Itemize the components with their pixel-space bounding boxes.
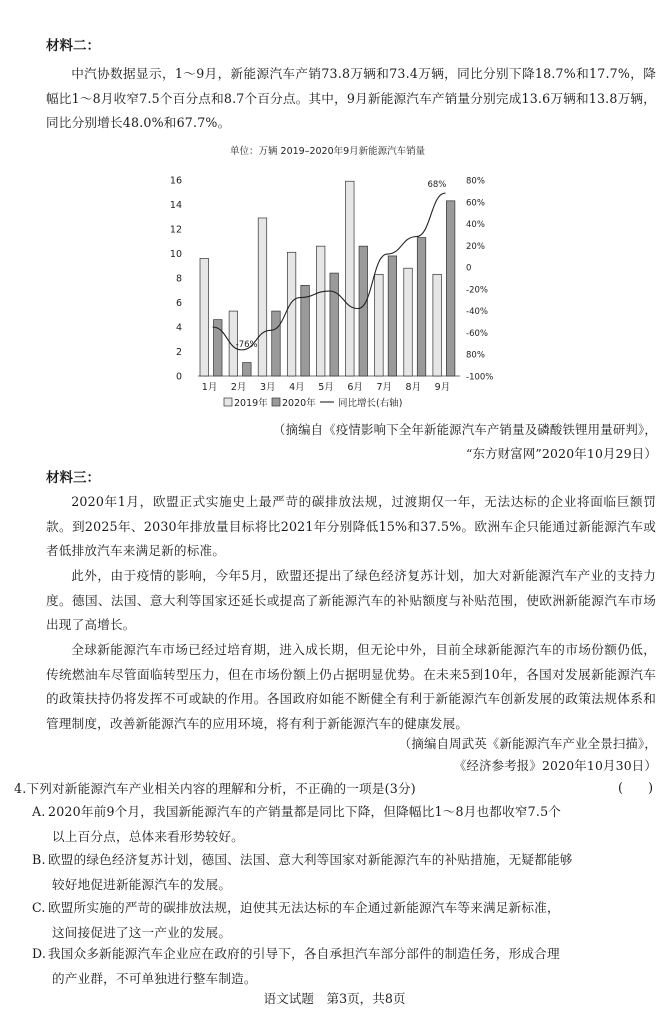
option-d[interactable] — [32, 942, 656, 991]
chart-title: 单位：万辆 2019–2020年9月新能源汽车销量 — [230, 146, 426, 157]
x-tick-label: 8月 — [405, 382, 422, 393]
y2-tick-label: -40% — [466, 307, 488, 318]
y2-tick-label: 80% — [466, 176, 485, 187]
annotation-high: 68% — [427, 180, 447, 191]
y2-tick-label: -20% — [466, 285, 488, 296]
option-text-cont: 这间接促进了这一产业的发展。 — [52, 924, 232, 940]
option-text: 欧盟所实施的严苛的碳排放法规，迫使其无法达标的车企通过新能源汽车等来满足新标准， — [48, 900, 560, 915]
bar-2019 — [287, 252, 296, 376]
bar-2019 — [258, 218, 267, 376]
y-tick-label: 10 — [169, 249, 182, 260]
material3-source-line2: 《经济参考报》2020年10月30日） — [453, 758, 657, 773]
y2-tick-label: -60% — [466, 328, 488, 339]
x-tick-label: 5月 — [318, 382, 334, 393]
answer-blank[interactable]: ( ) — [617, 780, 653, 795]
legend-label-growth: 同比增长(右轴) — [338, 398, 403, 409]
y2-tick-label: 80% — [466, 350, 485, 361]
bar-2019 — [404, 268, 413, 376]
option-c[interactable] — [32, 896, 656, 945]
bar-2019 — [316, 246, 325, 376]
y-tick-label: 4 — [175, 322, 182, 334]
bar-2020 — [446, 201, 455, 376]
bar-2019 — [375, 274, 384, 376]
bar-2019 — [346, 181, 355, 376]
legend-swatch-2020 — [272, 398, 280, 406]
bar-2020 — [330, 273, 339, 376]
y-tick-label: 14 — [169, 200, 182, 211]
bar-2020 — [359, 246, 368, 376]
material3-heading: 材料三： — [46, 470, 100, 486]
x-tick-label: 2月 — [230, 382, 247, 393]
chart-x-axis — [202, 382, 450, 393]
y2-tick-label: 40% — [466, 220, 485, 231]
y2-tick-label: -100% — [466, 372, 494, 383]
y-tick-label: 12 — [169, 224, 182, 236]
option-text: 欧盟的绿色经济复苏计划，德国、法国、意大利等国家对新能源汽车的补贴措施，无疑都能够 — [48, 852, 573, 867]
material3-paragraph-3: 全球新能源汽车市场已经过培育期，进入成长期，但无论中外，目前全球新能源汽车的市场份额仍低，传统燃油车尽管面临转型压力，但在市场份额上仍占据明显优势。在未来5到10年，各国对发展新能源汽车的政策扶持仍将发挥不可或缺的作用。各国政府如能不断健全有利于新能源汽车创新发展的政策法规体系和管理制度，改善新能源汽车的应用环境，将有利于新能源汽车的健康发展。 — [46, 642, 656, 731]
option-label: B. — [32, 852, 46, 867]
annotation-low: -76% — [235, 339, 258, 350]
option-a[interactable] — [32, 800, 656, 849]
y-tick-label: 0 — [175, 371, 182, 383]
legend-label-2020: 2020年 — [282, 398, 316, 409]
sales-chart — [160, 142, 500, 420]
material3-paragraph-1: 2020年1月，欧盟正式实施史上最严苛的碳排放法规，过渡期仅一年，无法达标的企业将面临巨额罚款。到2025年、2030年排放量目标将比2021年分别降低15%和37.5%。欧洲车企只能通过新能源汽车或者低排放汽车来满足新的标准。 — [46, 494, 656, 559]
material3-paragraph-2: 此外，由于疫情的影响，今年5月，欧盟还提出了绿色经济复苏计划，加大对新能源汽车产业的支持力度。德国、法国、意大利等国家还延长或提高了新能源汽车的补贴额度与补贴范围，使欧洲新能源汽车市场出现了高增长。 — [46, 568, 656, 633]
material3-source-line1: （摘编自周武英《新能源汽车产业全景扫描》， — [398, 736, 657, 751]
bar-2020 — [272, 311, 281, 376]
option-text-cont: 的产业群，不可单独进行整车制造。 — [52, 970, 257, 986]
option-label: C. — [32, 900, 46, 915]
question-stem: 4.下列对新能源汽车产业相关内容的理解和分析，不正确的一项是(3分) — [14, 781, 416, 796]
material2-source-line1: （摘编自《疫情影响下全年新能源汽车产销量及磷酸铁锂用量研判》， — [272, 422, 657, 437]
x-tick-label: 6月 — [347, 382, 363, 393]
option-text: 我国众多新能源汽车企业应在政府的引导下，各自承担汽车部分部件的制造任务，形成合理 — [48, 946, 560, 961]
bar-2020 — [301, 285, 310, 376]
chart-right-axis — [466, 177, 493, 383]
x-tick-label: 7月 — [376, 382, 392, 393]
y-tick-label: 16 — [169, 175, 182, 187]
material2-heading: 材料二： — [46, 38, 100, 54]
option-label: D. — [32, 946, 47, 961]
option-text: 2020年前9个月，我国新能源汽车的产销量都是同比下降，但降幅比1～8月也都收窄7.5个 — [48, 804, 562, 819]
option-text-cont: 较好地促进新能源汽车的发展。 — [52, 876, 232, 892]
x-tick-label: 3月 — [260, 382, 276, 393]
y-tick-label: 8 — [175, 273, 182, 285]
bar-2020 — [243, 363, 252, 376]
material2-source-line2: “东方财富网”2020年10月29日） — [465, 446, 657, 461]
x-tick-label: 4月 — [289, 382, 305, 393]
y-tick-label: 6 — [175, 298, 182, 309]
y2-tick-label: 20% — [466, 241, 485, 252]
x-tick-label: 9月 — [434, 382, 451, 393]
y2-tick-label: 0 — [466, 263, 472, 274]
legend-label-2019: 2019年 — [234, 398, 268, 409]
chart-legend — [224, 397, 402, 409]
bar-2020 — [388, 256, 397, 376]
bar-2019 — [200, 258, 209, 376]
page-footer: 语文试题 第3页，共8页 — [263, 991, 406, 1006]
bar-2019 — [433, 274, 442, 376]
material2-paragraph: 中汽协数据显示，1～9月，新能源汽车产销73.8万辆和73.4万辆，同比分别下降18.7%和17.7%，降幅比1～8月收窄7.5个百分点和8.7个百分点。其中，9月新能源汽车产销量分别完成13.6万辆和13.8万辆，同比分别增长48.0%和67.7%。 — [46, 66, 656, 131]
x-tick-label: 1月 — [201, 382, 218, 393]
option-b[interactable] — [32, 848, 656, 897]
option-label: A. — [32, 804, 46, 819]
y2-tick-label: 60% — [466, 198, 485, 209]
bar-2020 — [417, 238, 426, 376]
y-tick-label: 2 — [175, 347, 182, 358]
option-text-cont: 以上百分点，总体来看形势较好。 — [52, 828, 244, 844]
legend-swatch-2019 — [224, 398, 232, 406]
